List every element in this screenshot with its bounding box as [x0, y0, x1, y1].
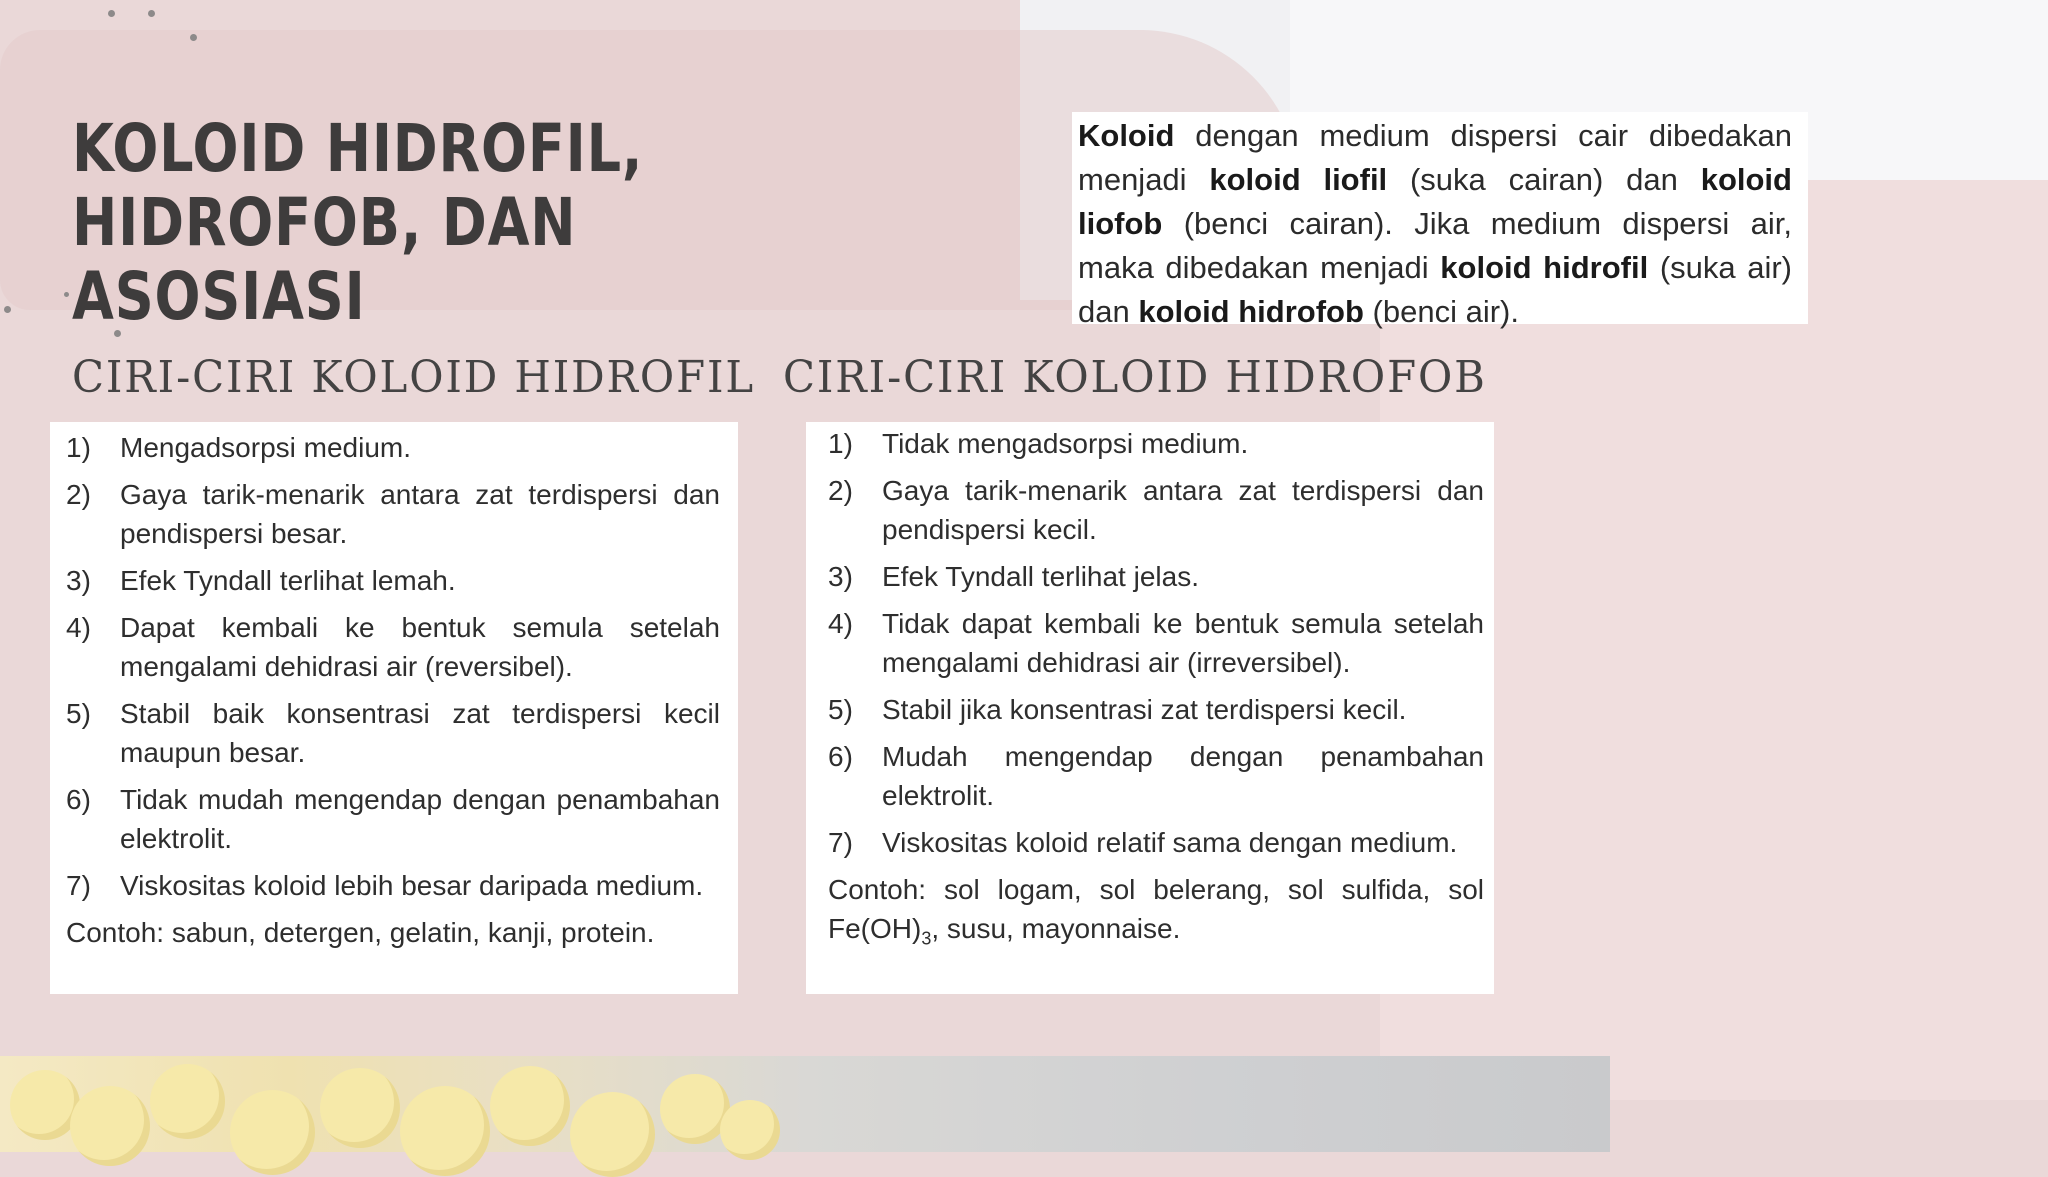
page-title: KOLOID HIDROFIL, HIDROFOB, DAN ASOSIASI	[72, 110, 644, 335]
list-item	[66, 561, 720, 600]
intro-text: (suka cairan) dan	[1387, 162, 1701, 197]
list-item	[66, 608, 720, 686]
hidrofob-example	[828, 870, 1484, 959]
item-number: 5)	[66, 698, 91, 729]
list-item	[66, 428, 720, 467]
item-number: 7)	[66, 870, 91, 901]
item-text: Efek Tyndall terlihat lemah.	[120, 565, 456, 596]
list-item	[828, 823, 1484, 862]
item-text: Tidak mudah mengendap dengan penambahan elektrolit.	[120, 784, 720, 854]
intro-text: dengan medium dispersi cair dibedakan menjadi	[1078, 118, 1792, 197]
list-item	[66, 694, 720, 772]
intro-text: (benci air).	[1363, 294, 1519, 329]
item-text: Stabil jika konsentrasi zat terdispersi kecil.	[882, 694, 1407, 725]
example-text: , susu, mayonnaise.	[931, 913, 1181, 944]
decorative-dot	[108, 10, 115, 17]
intro-text: (suka air) dan	[1078, 250, 1793, 329]
intro-bold: Koloid	[1078, 118, 1175, 153]
list-item	[828, 690, 1484, 729]
list-item	[828, 471, 1484, 549]
list-item	[828, 737, 1484, 815]
list-item	[66, 475, 720, 553]
decorative-dot	[190, 34, 197, 41]
item-text: Stabil baik konsentrasi zat terdispersi kecil maupun besar.	[120, 698, 720, 768]
item-number: 5)	[828, 694, 853, 725]
flower-photo-strip	[0, 1056, 1610, 1152]
hidrofil-list	[50, 422, 738, 994]
item-number: 6)	[828, 741, 853, 772]
example-text: Contoh: sol logam, sol belerang, sol sulfida, sol Fe(OH)	[828, 874, 1484, 944]
item-text: Mengadsorpsi medium.	[120, 432, 412, 463]
item-text: Efek Tyndall terlihat jelas.	[882, 561, 1199, 592]
background-pink-corner	[1610, 1100, 2048, 1152]
intro-paragraph	[1072, 112, 1808, 329]
item-text: Gaya tarik-menarik antara zat terdispersi dan pendispersi kecil.	[882, 475, 1484, 545]
list-item	[66, 780, 720, 858]
item-text: Gaya tarik-menarik antara zat terdispersi dan pendispersi besar.	[120, 479, 720, 549]
example-subscript: 3	[921, 928, 932, 949]
list-item	[828, 557, 1484, 596]
item-number: 3)	[66, 565, 91, 596]
item-number: 2)	[66, 479, 91, 510]
item-text: Tidak mengadsorpsi medium.	[882, 428, 1249, 459]
hidrofob-heading: CIRI-CIRI KOLOID HIDROFOB	[783, 352, 1487, 403]
item-text: Dapat kembali ke bentuk semula setelah mengalami dehidrasi air (reversibel).	[120, 612, 720, 682]
item-text: Viskositas koloid lebih besar daripada medium.	[120, 870, 704, 901]
item-number: 2)	[828, 475, 853, 506]
item-number: 4)	[66, 612, 91, 643]
hidrofob-list	[806, 422, 1494, 994]
decorative-dot	[4, 306, 11, 313]
decorative-dot	[148, 10, 155, 17]
item-number: 7)	[828, 827, 853, 858]
item-text: Viskositas koloid relatif sama dengan medium.	[882, 827, 1458, 858]
intro-bold: koloid liofob	[1078, 162, 1792, 241]
intro-bold: koloid hidrofob	[1138, 294, 1364, 329]
intro-text: (benci cairan). Jika medium dispersi air, maka dibedakan menjadi	[1078, 206, 1792, 285]
hidrofil-heading: CIRI-CIRI KOLOID HIDROFIL	[72, 352, 756, 403]
decorative-dot	[64, 292, 69, 297]
intro-bold: koloid hidrofil	[1440, 250, 1649, 285]
item-text: Mudah mengendap dengan penambahan elektrolit.	[882, 741, 1484, 811]
item-text: Tidak dapat kembali ke bentuk semula setelah mengalami dehidrasi air (irreversibel).	[882, 608, 1484, 678]
item-number: 6)	[66, 784, 91, 815]
item-number: 1)	[828, 428, 853, 459]
list-item	[66, 866, 720, 905]
hidrofil-example: Contoh: sabun, detergen, gelatin, kanji, protein.	[66, 917, 655, 948]
item-number: 4)	[828, 608, 853, 639]
item-number: 3)	[828, 561, 853, 592]
item-number: 1)	[66, 432, 91, 463]
list-item	[828, 604, 1484, 682]
intro-bold: koloid liofil	[1209, 162, 1388, 197]
list-item	[828, 424, 1484, 463]
